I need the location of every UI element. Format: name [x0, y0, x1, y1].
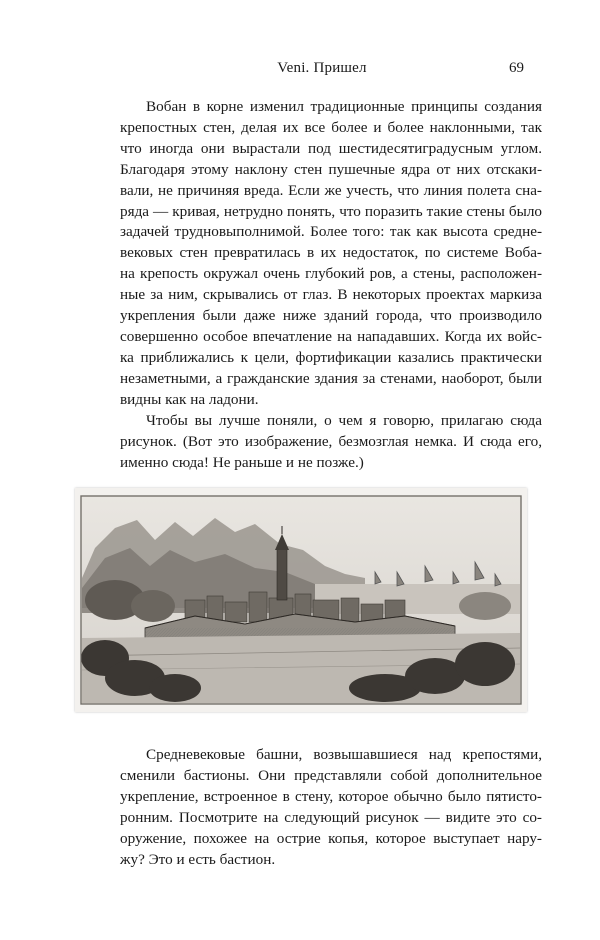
text-line: ряда — кривая, нетрудно понять, что поразить такие стены было [120, 202, 542, 220]
text-line: что иногда они вырастали под шестидесятиградусным углом. [120, 139, 542, 157]
page-header [120, 60, 524, 80]
fortress-engraving [75, 488, 527, 712]
paragraph-vauban-walls [120, 97, 542, 411]
text-line: незаметными, а гражданские здания за стенами, наоборот, были [120, 369, 542, 387]
paragraph-bastions [120, 745, 542, 870]
text-line: укрепление, встроенное в стену, которое обычно было пятисто- [120, 787, 542, 805]
page-number: 69 [509, 60, 524, 76]
text-line: ка приближались к цели, фортификации казались практически [120, 348, 542, 366]
text-line: Чтобы вы лучше поняли, о чем я говорю, прилагаю сюда [146, 412, 542, 429]
text-line: Вобан в корне изменил традиционные принципы создания [146, 98, 542, 115]
text-line: ронним. Посмотрите на следующий рисунок — видите это со- [120, 808, 542, 826]
text-line: укрепления были даже ниже зданий города, что производило [120, 307, 542, 325]
text-line: именно сюда! Не раньше и не позже.) [120, 453, 364, 471]
text-line: совершенно особое впечатление на нападавших. Когда их войс- [120, 327, 542, 345]
text-line: видны как на ладони. [120, 390, 259, 408]
text-line: жу? Это и есть бастион. [120, 850, 276, 868]
text-line: сменили бастионы. Они представляли собой дополнительное [120, 766, 542, 784]
text-line: вали, не причиняя вреда. Если же учесть, что линия полета сна- [120, 181, 542, 199]
text-line: крепостных стен, делая их все более и более наклонными, так [120, 118, 542, 136]
text-line: ные за ним, скрывались от глаз. В некоторых проектах маркиза [120, 286, 542, 304]
text-line: оружение, похожее на острие копья, которое выступает нару- [120, 829, 542, 847]
running-title: Veni. Пришел [277, 60, 367, 76]
text-line: на крепость окружал очень глубокий ров, а стены, расположен- [120, 265, 542, 283]
text-line: вековых стен превратилась в их недостаток, по системе Воба- [120, 244, 542, 262]
engraving-illustration [75, 488, 527, 712]
text-line: рисунок. (Вот это изображение, безмозглая немка. И сюда его, [120, 432, 542, 450]
text-line: задачей трудновыполнимой. Более того: так как высота средне- [120, 223, 542, 241]
text-line: Благодаря этому наклону стен пушечные ядра от них отскаки- [120, 160, 542, 178]
text-line: Средневековые башни, возвышавшиеся над крепостями, [146, 746, 542, 763]
paragraph-figure-note [120, 411, 542, 474]
